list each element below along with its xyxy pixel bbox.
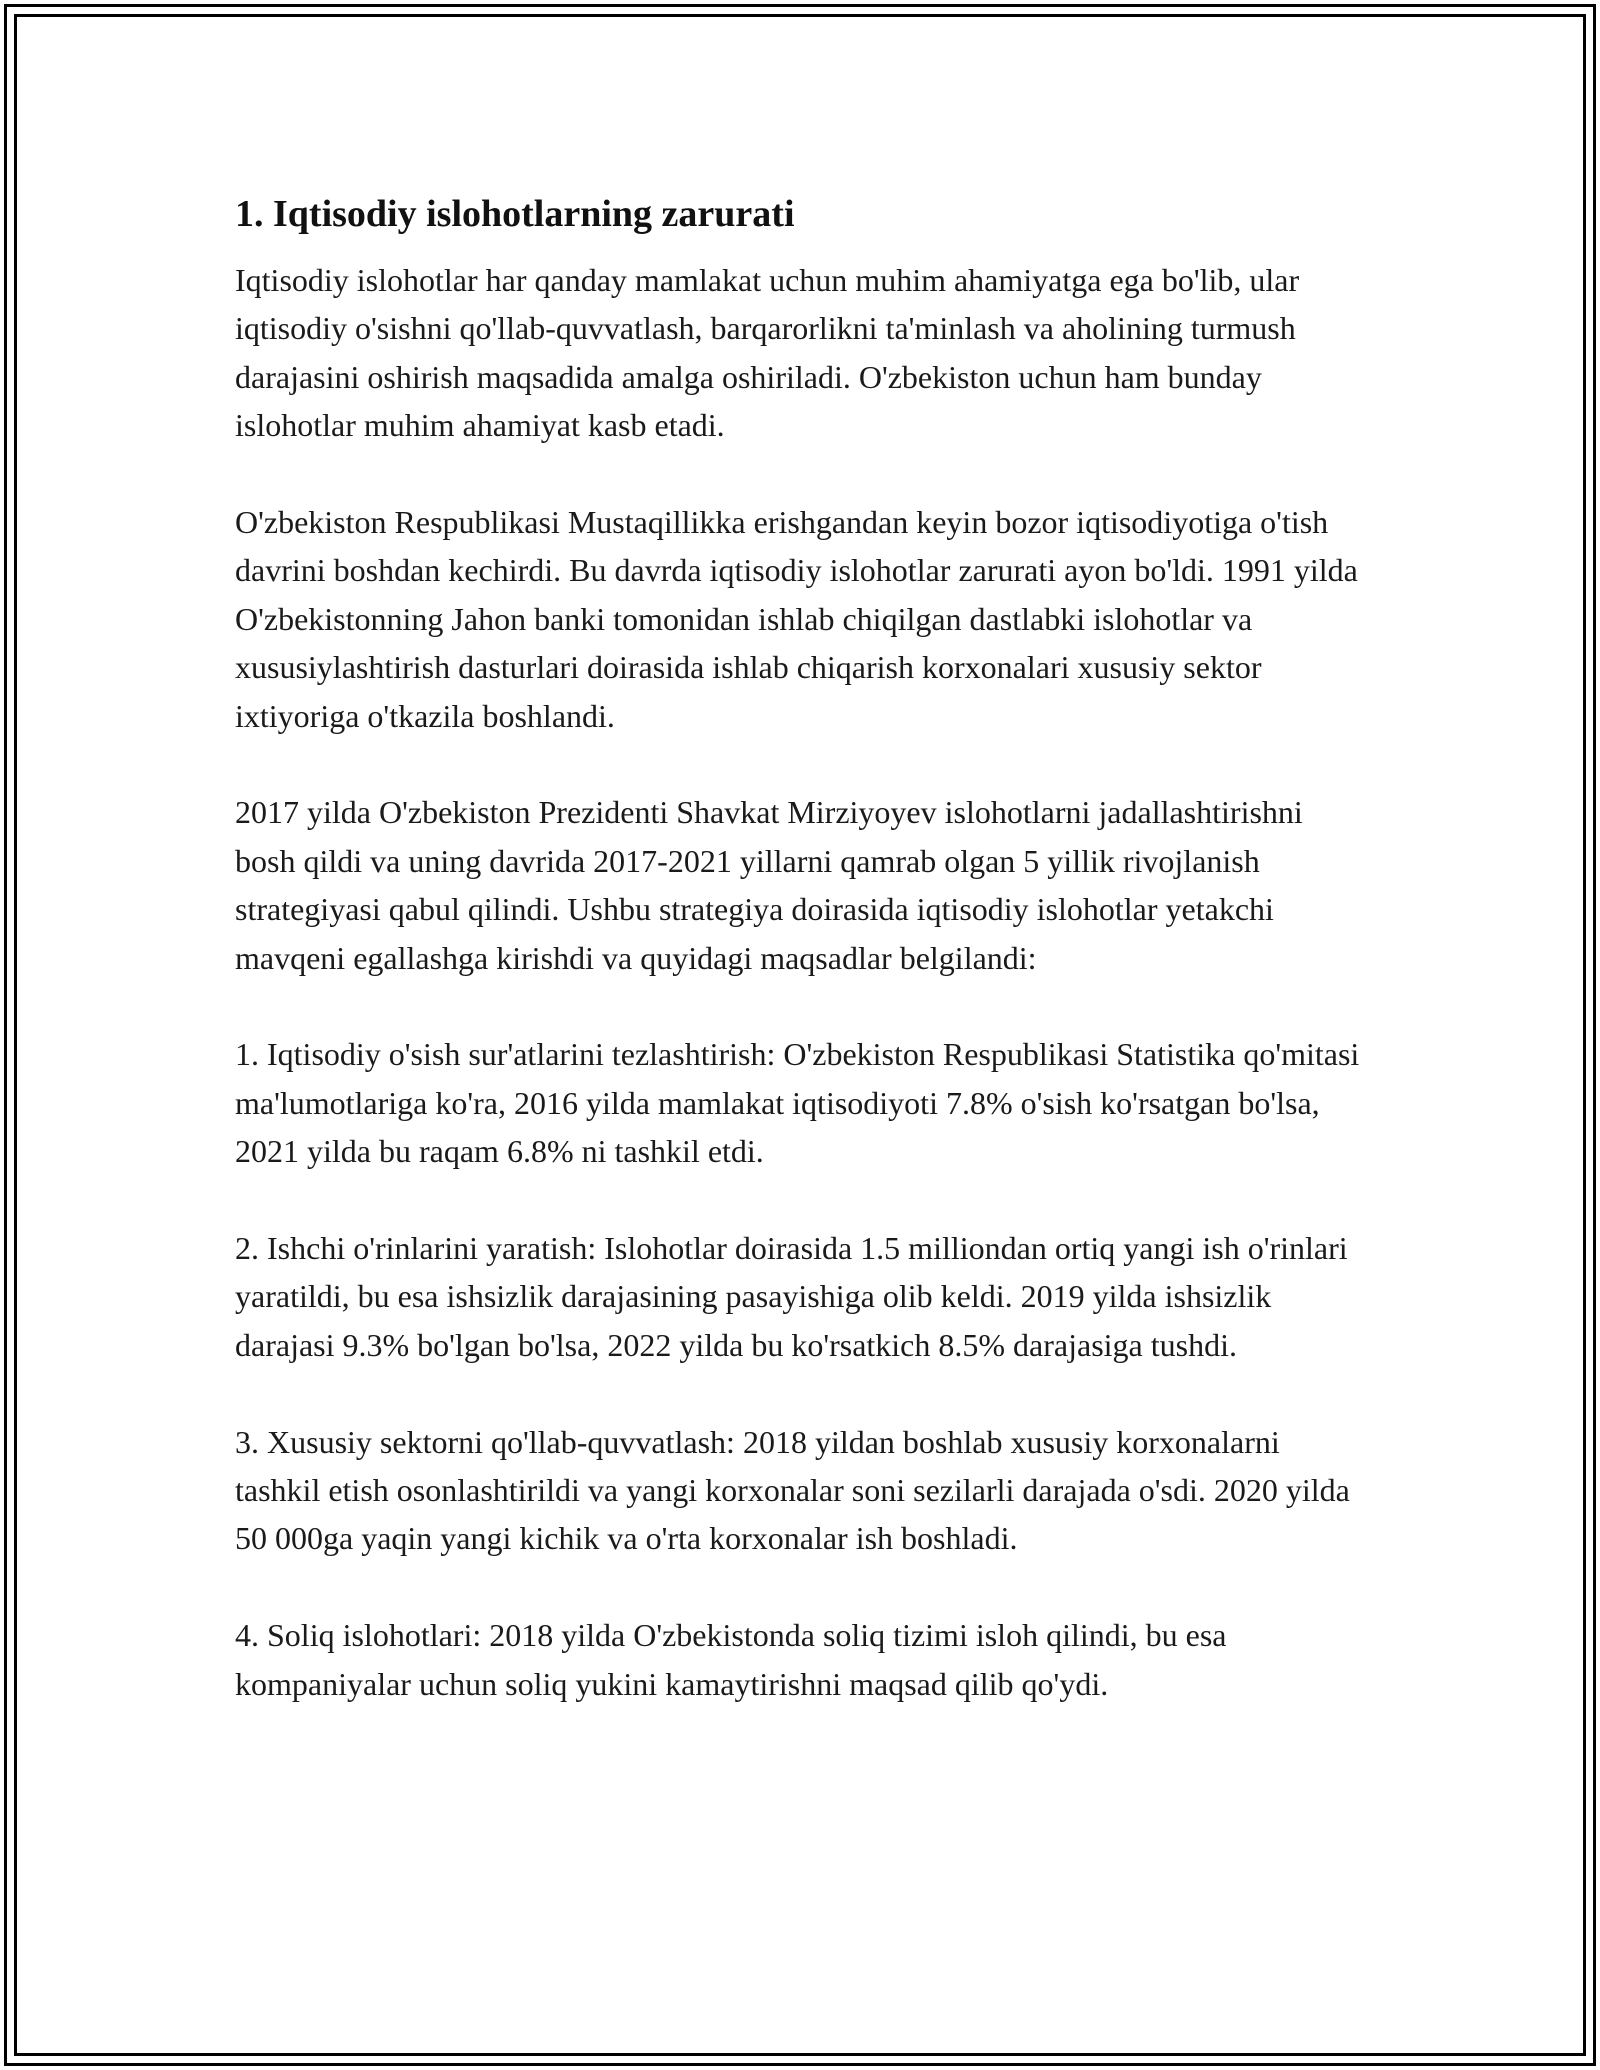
paragraph-history: O'zbekiston Respublikasi Mustaqillikka erishgandan keyin bozor iqtisodiyotiga o'tish davrini boshdan kechirdi. Bu davrda iqtisodiy islohotlar zarurati ayon bo'ldi. 1991 yilda O'zbekistonning Jahon banki tomonidan ishlab chiqilgan dastlabki islohotlar va xususiylashtirish dasturlari doirasida ishlab chiqarish korxonalari xususiy sektor ixtiyoriga o'tkazila boshlandi. [235,504,1358,734]
list-item-growth: 1. Iqtisodiy o'sish sur'atlarini tezlashtirish: O'zbekiston Respublikasi Statistika qo'mitasi ma'lumotlariga ko'ra, 2016 yilda mamlakat iqtisodiyoti 7.8% o'sish ko'rsatgan bo'lsa, 2021 yilda bu raqam 6.8% ni tashkil etdi. [235,1036,1360,1170]
list-item-jobs: 2. Ishchi o'rinlarini yaratish: Islohotlar doirasida 1.5 milliondan ortiq yangi ish o'rinlari yaratildi, bu esa ishsizlik darajasining pasayishiga olib keldi. 2019 yilda ishsizlik darajasi 9.3% bo'lgan bo'lsa, 2022 yilda bu ko'rsatkich 8.5% darajasiga tushdi. [235,1230,1348,1363]
list-item-tax-reform: 4. Soliq islohotlari: 2018 yilda O'zbekistonda soliq tizimi isloh qilindi, bu esa kompaniyalar uchun soliq yukini kamaytirishni maqsad qilib qo'ydi. [235,1617,1227,1702]
list-item-private-sector: 3. Xususiy sektorni qo'llab-quvvatlash: 2018 yildan boshlab xususiy korxonalarni tashkil etish osonlashtirildi va yangi korxonalar soni sezilarli darajada o'sdi. 2020 yilda 50 000ga yaqin yangi kichik va o'rta korxonalar ish boshladi. [235,1423,1350,1557]
section-heading: 1. Iqtisodiy islohotlarning zarurati [235,193,795,235]
paragraph-strategy: 2017 yilda O'zbekiston Prezidenti Shavkat Mirziyoyev islohotlarni jadallashtirishni bosh qildi va uning davrida 2017-2021 yillarni qamrab olgan 5 yillik rivojlanish strategiyasi qabul qilindi. Ushbu strategiya doirasida iqtisodiy islohotlar yetakchi mavqeni egallashga kirishdi va quyidagi maqsadlar belgilandi: [235,794,1303,976]
paragraph-intro: Iqtisodiy islohotlar har qanday mamlakat uchun muhim ahamiyatga ega bo'lib, ular iqtisodiy o'sishni qo'llab-quvvatlash, barqarorlikni ta'minlash va aholining turmush darajasini oshirish maqsadida amalga oshiriladi. O'zbekiston uchun ham bunday islohotlar muhim ahamiyat kasb etadi. [235,262,1300,444]
document-body [235,188,1365,1708]
